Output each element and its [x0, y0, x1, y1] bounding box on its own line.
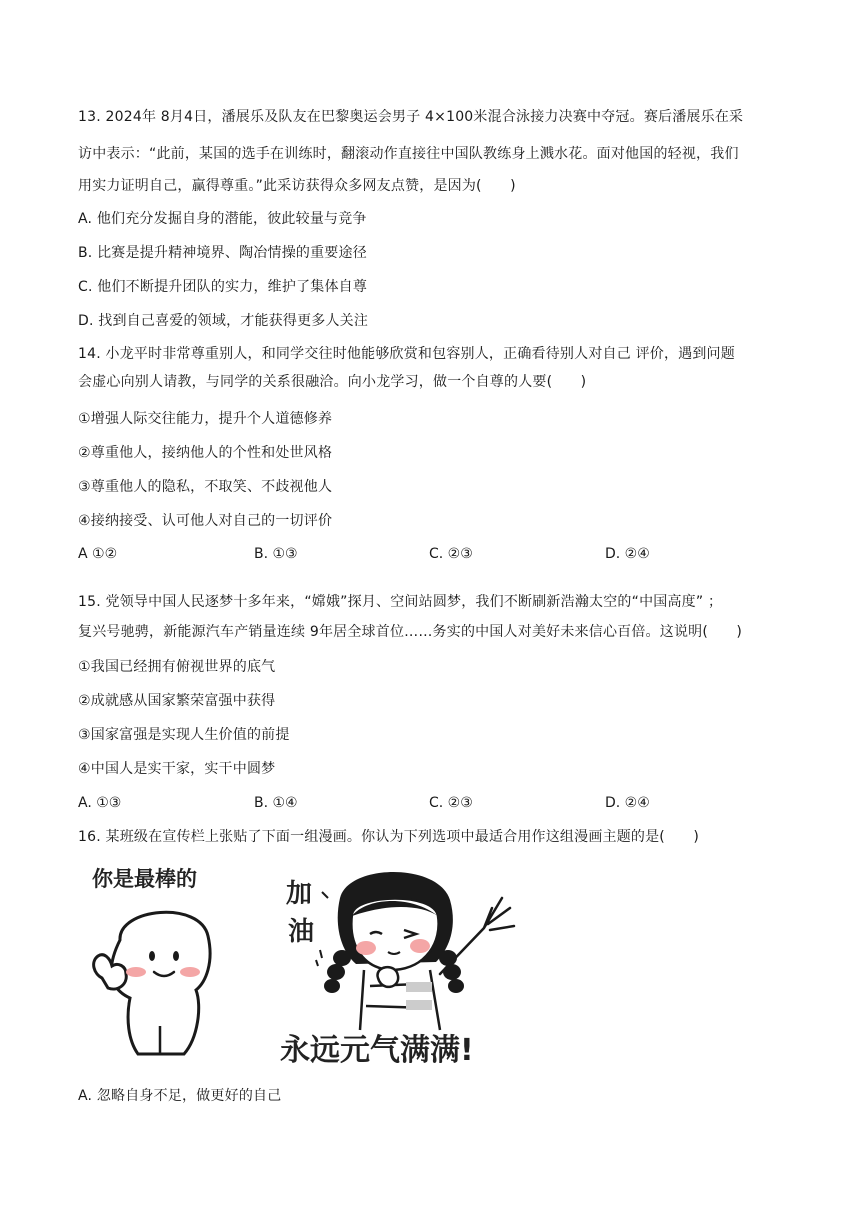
q14-option-c: C. ②③ — [429, 546, 473, 562]
cheer-char-2: 油 — [288, 917, 315, 947]
girl-blush-right — [410, 939, 430, 953]
q14-item-2: ②尊重他人，接纳他人的个性和处世风格 — [78, 445, 333, 461]
q15-item-4: ④中国人是实干家，实干中圆梦 — [78, 761, 276, 777]
q14-option-b: B. ①③ — [254, 546, 298, 562]
q13-stem-line-3: 用实力证明自己，赢得尊重。”此采访获得众多网友点赞，是因为( ) — [78, 178, 516, 194]
blob-blush-right — [180, 967, 200, 977]
q13-stem-line-1: 13. 2024年 8月4日，潘展乐及队友在巴黎奥运会男子 4×100米混合泳接力决赛中夺冠。赛后潘展乐在采 — [78, 109, 744, 125]
q14-option-d: D. ②④ — [605, 546, 650, 562]
q14-stem-line-2: 会虚心向别人请教，与同学的关系很融洽。向小龙学习，做一个自尊的人要( ) — [78, 374, 587, 390]
comic-left-caption: 你是最棒的 — [92, 867, 197, 891]
q13-option-a: A. 他们充分发掘自身的潜能，彼此较量与竞争 — [78, 211, 367, 227]
q14-option-a: A ①② — [78, 546, 118, 562]
blob-eye-right — [173, 951, 179, 961]
comic-left-image — [80, 858, 250, 1066]
q14-item-1: ①增强人际交往能力，提升个人道德修养 — [78, 411, 333, 427]
comic-right-image — [270, 858, 530, 1070]
girl-blush-left — [356, 941, 376, 955]
q13-option-d: D. 找到自己喜爱的领域，才能获得更多人关注 — [78, 313, 369, 329]
q15-option-d: D. ②④ — [605, 795, 650, 811]
q16-stem: 16. 某班级在宣传栏上张贴了下面一组漫画。你认为下列选项中最适合用作这组漫画主题的是( ) — [78, 829, 700, 845]
q15-option-c: C. ②③ — [429, 795, 473, 811]
q15-item-2: ②成就感从国家繁荣富强中获得 — [78, 693, 276, 709]
blob-eye-left — [149, 951, 155, 961]
comic-right-caption: 永远元气满满! — [280, 1033, 474, 1068]
q15-stem-line-2: 复兴号驰骋，新能源汽车产销量连续 9年居全球首位……务实的中国人对美好未来信心百倍。这说明( ) — [78, 624, 743, 640]
girl-fist — [378, 967, 399, 987]
shirt-stripe-2 — [406, 1000, 432, 1010]
q15-item-1: ①我国已经拥有俯视世界的底气 — [78, 659, 276, 675]
q16-option-a: A. 忽略自身不足，做更好的自己 — [78, 1088, 282, 1104]
cheer-char-1: 加 — [286, 879, 313, 909]
q14-stem-line-1: 14. 小龙平时非常尊重别人，和同学交往时他能够欣赏和包容别人，正确看待别人对自己 评价，遇到问题 — [78, 346, 735, 362]
q13-option-b: B. 比赛是提升精神境界、陶冶情操的重要途径 — [78, 245, 367, 261]
cheer-dashes — [316, 892, 328, 966]
q15-option-a: A. ①③ — [78, 795, 122, 811]
q15-option-b: B. ①④ — [254, 795, 298, 811]
q13-stem-line-2: 访中表示：“此前，某国的选手在训练时，翻滚动作直接往中国队教练身上溅水花。面对他国的轻视，我们 — [78, 146, 739, 162]
blob-blush-left — [126, 967, 146, 977]
q13-option-c: C. 他们不断提升团队的实力，维护了集体自尊 — [78, 279, 368, 295]
girl-braid-left — [324, 950, 351, 993]
shirt-stripe-1 — [406, 982, 432, 992]
q15-item-3: ③国家富强是实现人生价值的前提 — [78, 727, 290, 743]
q14-item-4: ④接纳接受、认可他人对自己的一切评价 — [78, 513, 333, 529]
q14-item-3: ③尊重他人的隐私，不取笑、不歧视他人 — [78, 479, 333, 495]
q15-stem-line-1: 15. 党领导中国人民逐梦十多年来，“嫦娥”探月、空间站圆梦，我们不断刷新浩瀚太空的“中国高度” ； — [78, 594, 723, 610]
